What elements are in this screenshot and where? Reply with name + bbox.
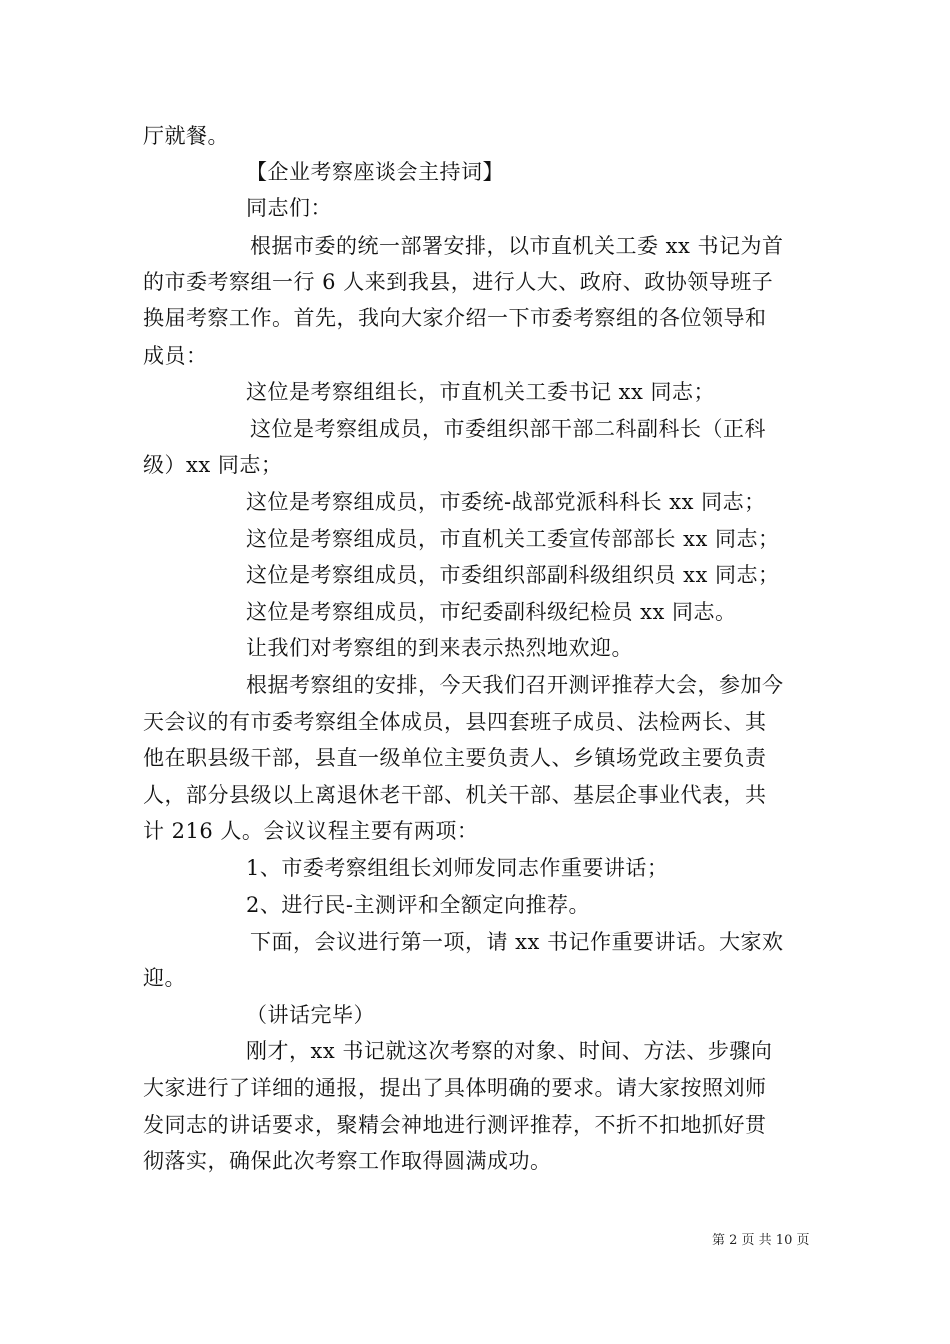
text-line: 这位是考察组成员，市委组织部副科级组织员 xx 同志；	[246, 563, 780, 587]
text-line: 这位是考察组成员，市纪委副科级纪检员 xx 同志。	[246, 600, 737, 624]
text-line: 这位是考察组成员，市委统-战部党派科科长 xx 同志；	[246, 490, 766, 514]
text-line: 大家进行了详细的通报，提出了具体明确的要求。请大家按照刘师	[143, 1076, 767, 1100]
text-line: 这位是考察组成员，市直机关工委宣传部部长 xx 同志；	[246, 527, 780, 551]
text-line: 成员：	[143, 344, 208, 368]
text-line: 彻落实，确保此次考察工作取得圆满成功。	[143, 1149, 552, 1173]
text-line: 发同志的讲话要求，聚精会神地进行测评推荐，不折不扣地抓好贯	[143, 1113, 767, 1137]
text-line: 这位是考察组成员，市委组织部干部二科副科长（正科	[250, 417, 766, 441]
text-line: 换届考察工作。首先，我向大家介绍一下市委考察组的各位领导和	[143, 306, 767, 330]
text-line: 天会议的有市委考察组全体成员，县四套班子成员、法检两长、其	[143, 710, 767, 734]
page-number: 第 2 页 共 10 页	[712, 1233, 810, 1248]
text-line: 迎。	[143, 966, 186, 990]
text-line: 这位是考察组组长，市直机关工委书记 xx 同志；	[246, 380, 716, 404]
salutation: 同志们：	[246, 196, 332, 220]
text-line: 根据考察组的安排，今天我们召开测评推荐大会，参加今	[246, 673, 784, 697]
text-line: 计 216 人。会议议程主要有两项：	[143, 819, 479, 843]
text-line: 根据市委的统一部署安排，以市直机关工委 xx 书记为首	[250, 234, 784, 258]
text-line: （讲话完毕）	[246, 1003, 375, 1027]
section-heading: 【企业考察座谈会主持词】	[246, 160, 504, 184]
text-line: 的市委考察组一行 6 人来到我县，进行人大、政府、政协领导班子	[143, 270, 774, 294]
text-line: 他在职县级干部，县直一级单位主要负责人、乡镇场党政主要负责	[143, 746, 767, 770]
list-item: 1、市委考察组组长刘师发同志作重要讲话；	[246, 856, 669, 880]
text-line: 刚才，xx 书记就这次考察的对象、时间、方法、步骤向	[246, 1039, 773, 1063]
list-item: 2、进行民-主测评和全额定向推荐。	[246, 893, 590, 917]
text-line: 级）xx 同志；	[143, 453, 283, 477]
text-line: 厅就餐。	[143, 124, 229, 148]
text-line: 让我们对考察组的到来表示热烈地欢迎。	[246, 636, 633, 660]
text-line: 人，部分县级以上离退休老干部、机关干部、基层企事业代表，共	[143, 783, 767, 807]
text-line: 下面，会议进行第一项，请 xx 书记作重要讲话。大家欢	[250, 930, 784, 954]
